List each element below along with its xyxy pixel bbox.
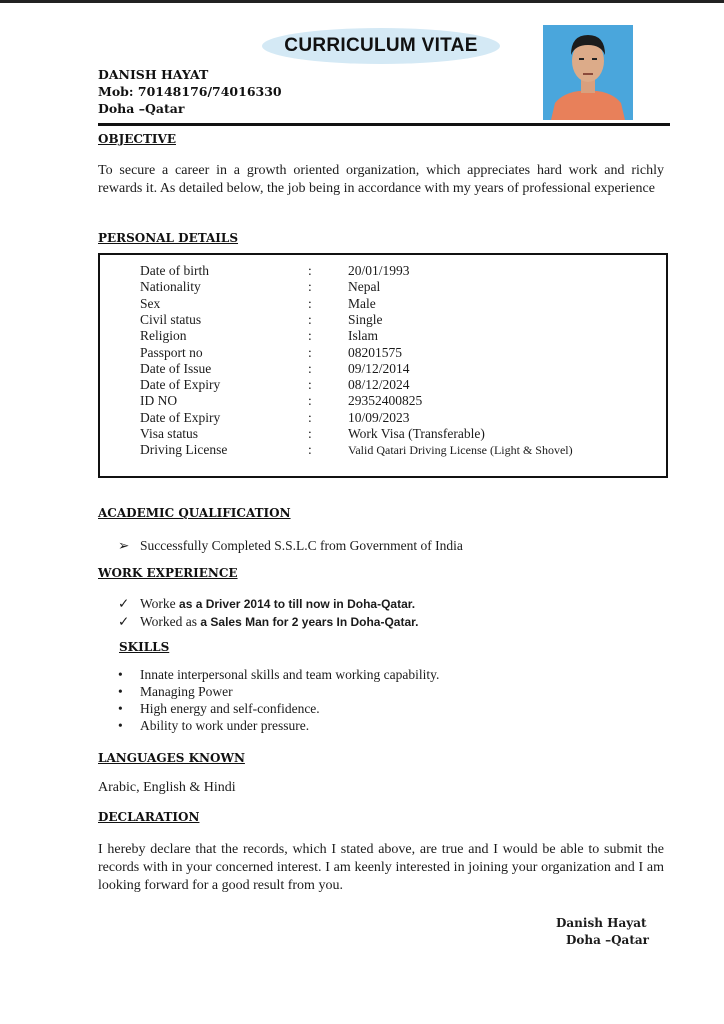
detail-value: 08/12/2024 [348, 377, 410, 393]
candidate-name: DANISH HAYAT [98, 67, 209, 82]
title-banner [262, 28, 500, 64]
colon-separator: : [308, 377, 312, 393]
list-item [118, 537, 463, 554]
checkmark-bullet-icon: ✓ [118, 596, 130, 611]
detail-value: Male [348, 295, 376, 311]
work-experience-heading: WORK EXPERIENCE [98, 566, 238, 580]
detail-label: Date of Expiry [140, 377, 221, 393]
detail-label: Sex [140, 295, 161, 311]
top-border-line [0, 0, 724, 3]
signature-block [556, 915, 649, 949]
work-list [118, 595, 419, 631]
colon-separator: : [308, 426, 312, 441]
skill-text: Innate interpersonal skills and team working capability. [140, 667, 440, 682]
detail-value: Valid Qatari Driving License (Light & Shovel) [348, 443, 573, 458]
detail-label: Driving License [140, 442, 228, 458]
declaration-text: I hereby declare that the records, which I stated above, are true and I would be able to submit the records with in your concerned interest. I am keenly interested in joining your organization and I am looking forward for a good result from you. [98, 842, 664, 893]
colon-separator: : [308, 442, 312, 458]
colon-separator: : [308, 295, 312, 311]
colon-separator: : [308, 393, 312, 409]
detail-label: Civil status [140, 311, 202, 327]
header-divider [98, 123, 670, 126]
mobile-number: Mob: 70148176/74016330 [98, 84, 282, 99]
dot-bullet-icon: • [118, 684, 123, 699]
languages-text: Arabic, English & Hindi [98, 780, 236, 795]
work-item-lead: Worked as [140, 614, 201, 629]
profile-photo [543, 25, 633, 120]
languages-heading: LANGUAGES KNOWN [98, 751, 245, 765]
detail-value: 20/01/1993 [348, 263, 410, 278]
skill-text: Ability to work under pressure. [140, 718, 310, 733]
detail-value: 08201575 [348, 344, 402, 360]
skill-text: High energy and self-confidence. [140, 701, 320, 716]
detail-value: 10/09/2023 [348, 409, 410, 425]
detail-label: Visa status [140, 426, 199, 441]
detail-value: Single [348, 311, 383, 327]
colon-separator: : [308, 328, 312, 344]
dot-bullet-icon: • [118, 667, 123, 682]
detail-label: Religion [140, 328, 187, 344]
academic-item-text: Successfully Completed S.S.L.C from Government of India [140, 538, 463, 553]
academic-list [118, 537, 463, 554]
work-item-lead: Worke [140, 596, 180, 611]
contact-header [98, 66, 282, 117]
document-title: CURRICULUM VITAE [284, 35, 478, 56]
skills-heading: SKILLS [119, 640, 170, 654]
detail-label: Nationality [140, 279, 201, 295]
detail-label: Passport no [140, 344, 203, 360]
detail-label: Date of Expiry [140, 409, 221, 425]
signature-name: Danish Hayat [556, 916, 647, 930]
objective-heading: OBJECTIVE [98, 132, 176, 146]
list-item [118, 595, 419, 613]
colon-separator: : [308, 279, 312, 295]
colon-separator: : [308, 360, 312, 376]
list-item [118, 717, 439, 734]
colon-separator: : [308, 263, 312, 278]
skills-list [118, 666, 439, 734]
work-item-detail: as a Driver 2014 to till now in Doha-Qatar. [179, 597, 416, 611]
colon-separator: : [308, 344, 312, 360]
location: Doha –Qatar [98, 101, 185, 116]
personal-details-heading: PERSONAL DETAILS [98, 231, 239, 245]
personal-details-box [98, 253, 668, 478]
skill-text: Managing Power [140, 684, 233, 699]
detail-value: Work Visa (Transferable) [348, 426, 485, 441]
list-item [118, 683, 439, 700]
checkmark-bullet-icon: ✓ [118, 614, 130, 629]
work-item-detail: a Sales Man for 2 years In Doha-Qatar. [200, 615, 419, 629]
colon-separator: : [308, 311, 312, 327]
detail-value: Nepal [348, 279, 381, 295]
colon-separator: : [308, 409, 312, 425]
detail-label: ID NO [140, 393, 178, 409]
list-item [118, 666, 439, 683]
detail-value: Islam [348, 328, 378, 344]
declaration-heading: DECLARATION [98, 810, 200, 824]
person-portrait-icon [543, 25, 633, 120]
detail-label: Date of birth [140, 263, 209, 278]
dot-bullet-icon: • [118, 718, 123, 733]
dot-bullet-icon: • [118, 701, 123, 716]
detail-value: 09/12/2014 [348, 360, 410, 376]
list-item [118, 700, 439, 717]
academic-heading: ACADEMIC QUALIFICATION [98, 506, 291, 520]
detail-label: Date of Issue [140, 360, 212, 376]
arrow-bullet-icon: ➢ [118, 538, 130, 553]
signature-location: Doha –Qatar [566, 933, 649, 947]
detail-value: 29352400825 [348, 393, 423, 409]
list-item [118, 613, 419, 631]
objective-text: To secure a career in a growth oriented organization, which appreciates hard work and richly rewards it. As detailed below, the job being in accordance with my years of professional experience [98, 163, 664, 196]
